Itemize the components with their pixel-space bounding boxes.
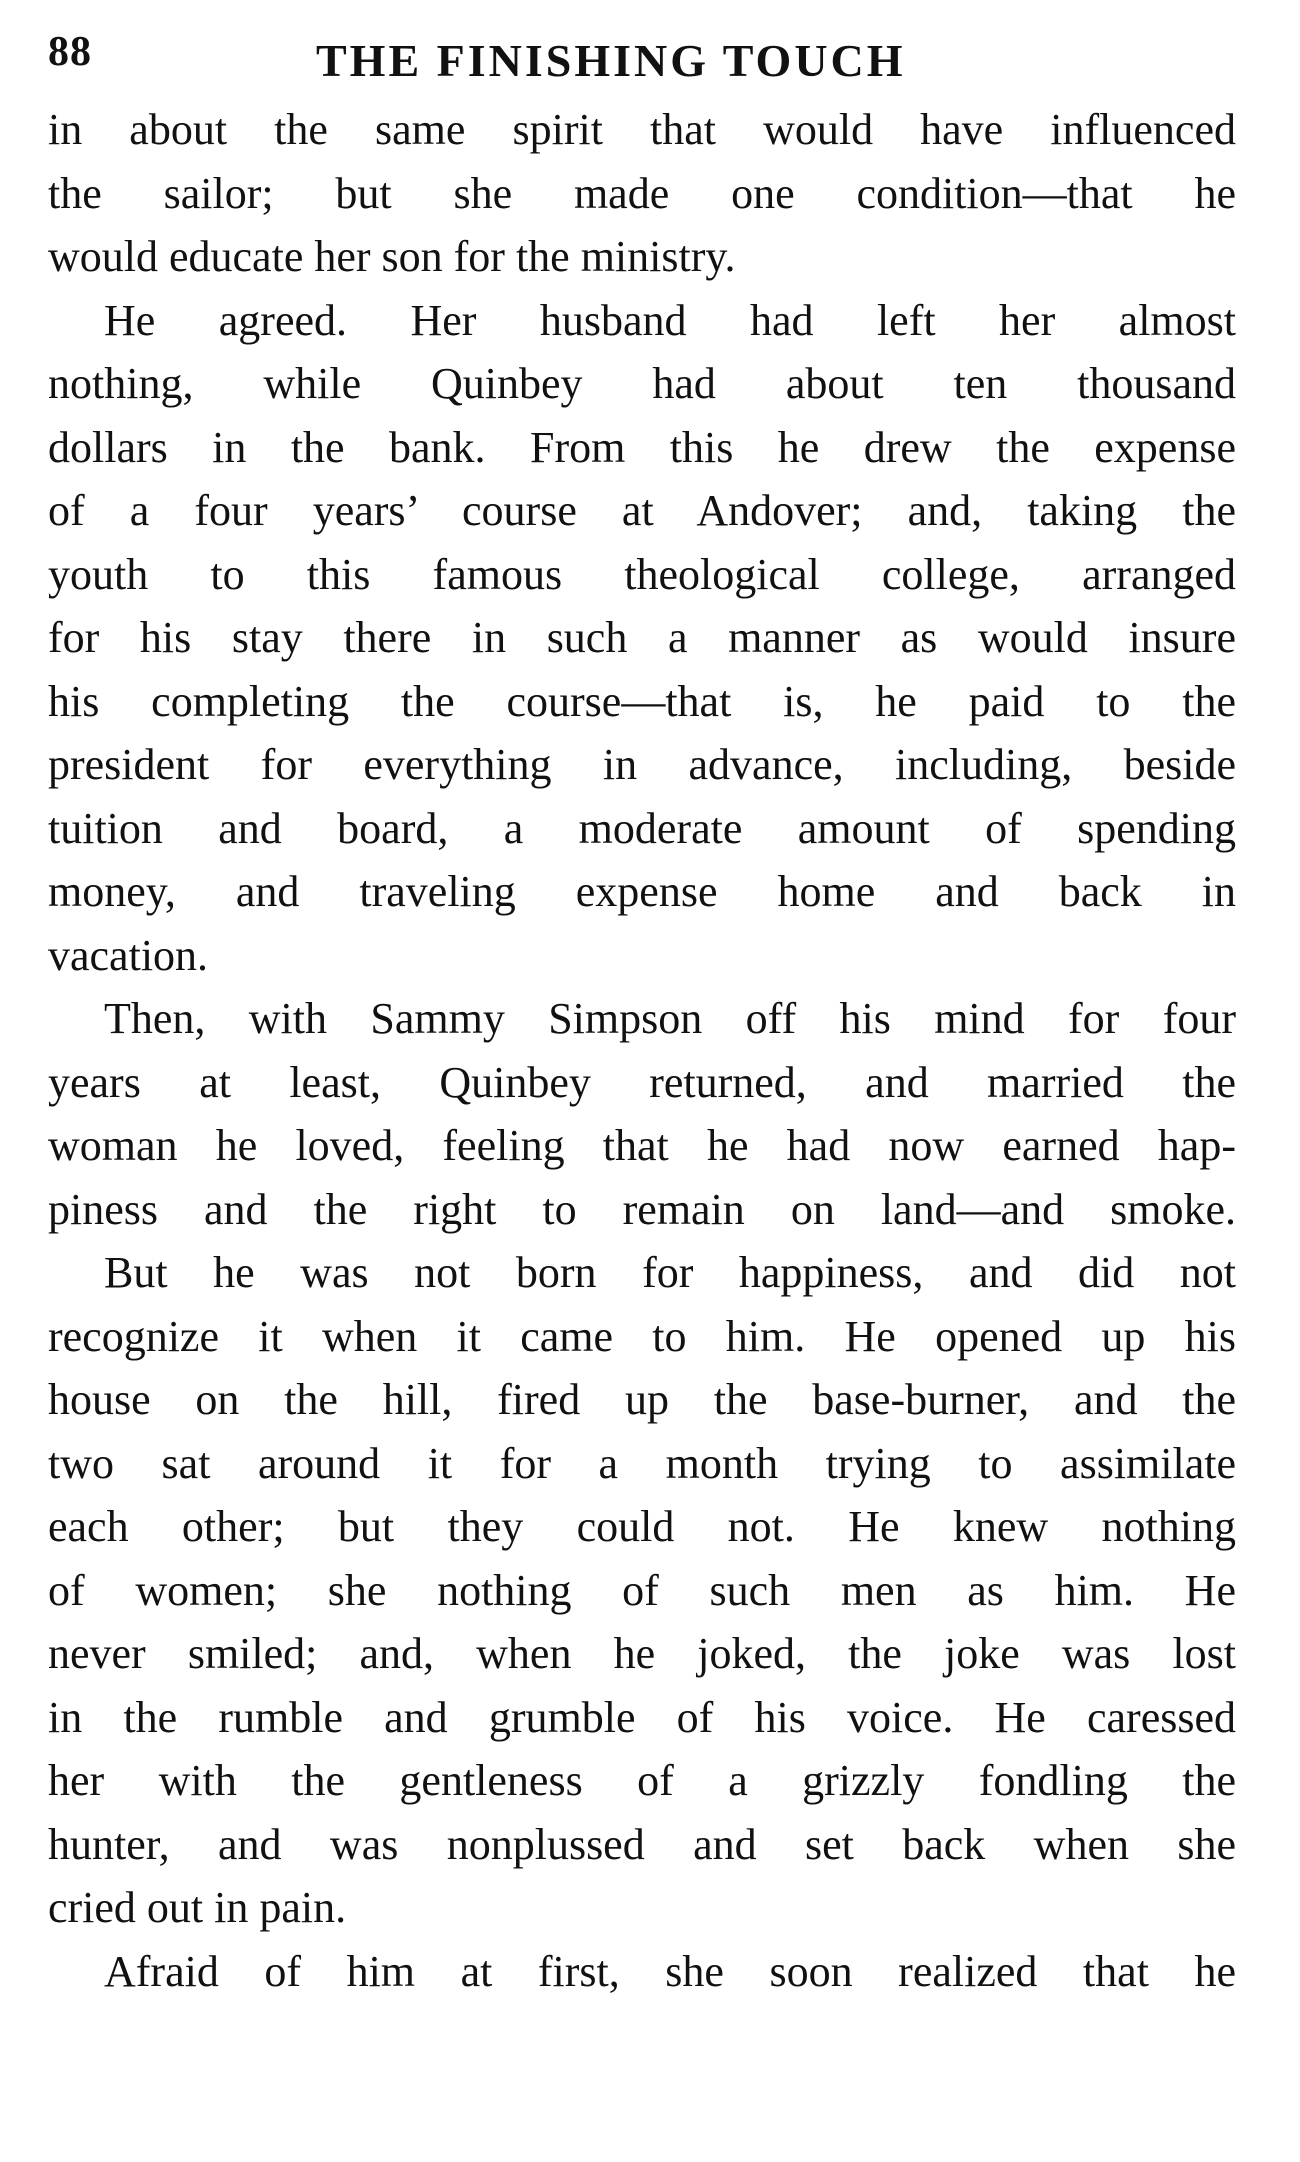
text-line: But he was not born for happiness, and did not xyxy=(104,1248,1236,1297)
text-line: tuition and board, a moderate amount of spending xyxy=(48,803,1236,853)
text-line: money, and traveling expense home and back in xyxy=(48,867,1236,916)
text-line: piness and the right to remain on land—and smoke. xyxy=(48,1184,1236,1234)
text-line: in the rumble and grumble of his voice. He caressed xyxy=(48,1692,1236,1742)
text-line: He agreed. Her husband had left her almost xyxy=(104,295,1236,345)
book-page xyxy=(48,28,1236,2003)
text-line: recognize it when it came to him. He opened up his xyxy=(48,1311,1236,1361)
text-line: dollars in the bank. From this he drew the expense xyxy=(48,422,1236,472)
text-line: the sailor; but she made one condition—that he xyxy=(48,168,1236,218)
text-line: never smiled; and, when he joked, the joke was lost xyxy=(48,1629,1236,1678)
text-line: president for everything in advance, including, beside xyxy=(48,740,1236,789)
text-line: cried out in pain. xyxy=(48,1883,347,1932)
text-line: each other; but they could not. He knew nothing xyxy=(48,1502,1236,1551)
body-text xyxy=(48,98,1236,2003)
page-number: 88 xyxy=(48,29,92,75)
text-line: of a four years’ course at Andover; and, taking the xyxy=(48,486,1236,535)
running-header xyxy=(48,28,1236,98)
text-line: for his stay there in such a manner as would insure xyxy=(48,613,1236,662)
text-line: two sat around it for a month trying to assimilate xyxy=(48,1438,1236,1488)
text-line: hunter, and was nonplussed and set back when she xyxy=(48,1819,1236,1869)
text-line: of women; she nothing of such men as him. He xyxy=(48,1565,1236,1615)
text-line: woman he loved, feeling that he had now earned hap- xyxy=(48,1121,1236,1170)
text-line: house on the hill, fired up the base-burner, and the xyxy=(48,1375,1236,1424)
text-line: youth to this famous theological college, arranged xyxy=(48,549,1236,599)
text-line: his completing the course—that is, he paid to the xyxy=(48,676,1236,726)
text-line: Then, with Sammy Simpson off his mind for four xyxy=(104,994,1236,1043)
text-line: would educate her son for the ministry. xyxy=(48,232,736,281)
text-line: years at least, Quinbey returned, and married the xyxy=(48,1057,1236,1107)
text-line: vacation. xyxy=(48,930,209,980)
text-line: her with the gentleness of a grizzly fondling the xyxy=(48,1756,1236,1805)
text-line: in about the same spirit that would have influenced xyxy=(48,105,1236,154)
text-line: Afraid of him at first, she soon realized that he xyxy=(104,1946,1236,1996)
running-title: THE FINISHING TOUCH xyxy=(316,35,906,86)
text-line: nothing, while Quinbey had about ten thousand xyxy=(48,359,1236,408)
